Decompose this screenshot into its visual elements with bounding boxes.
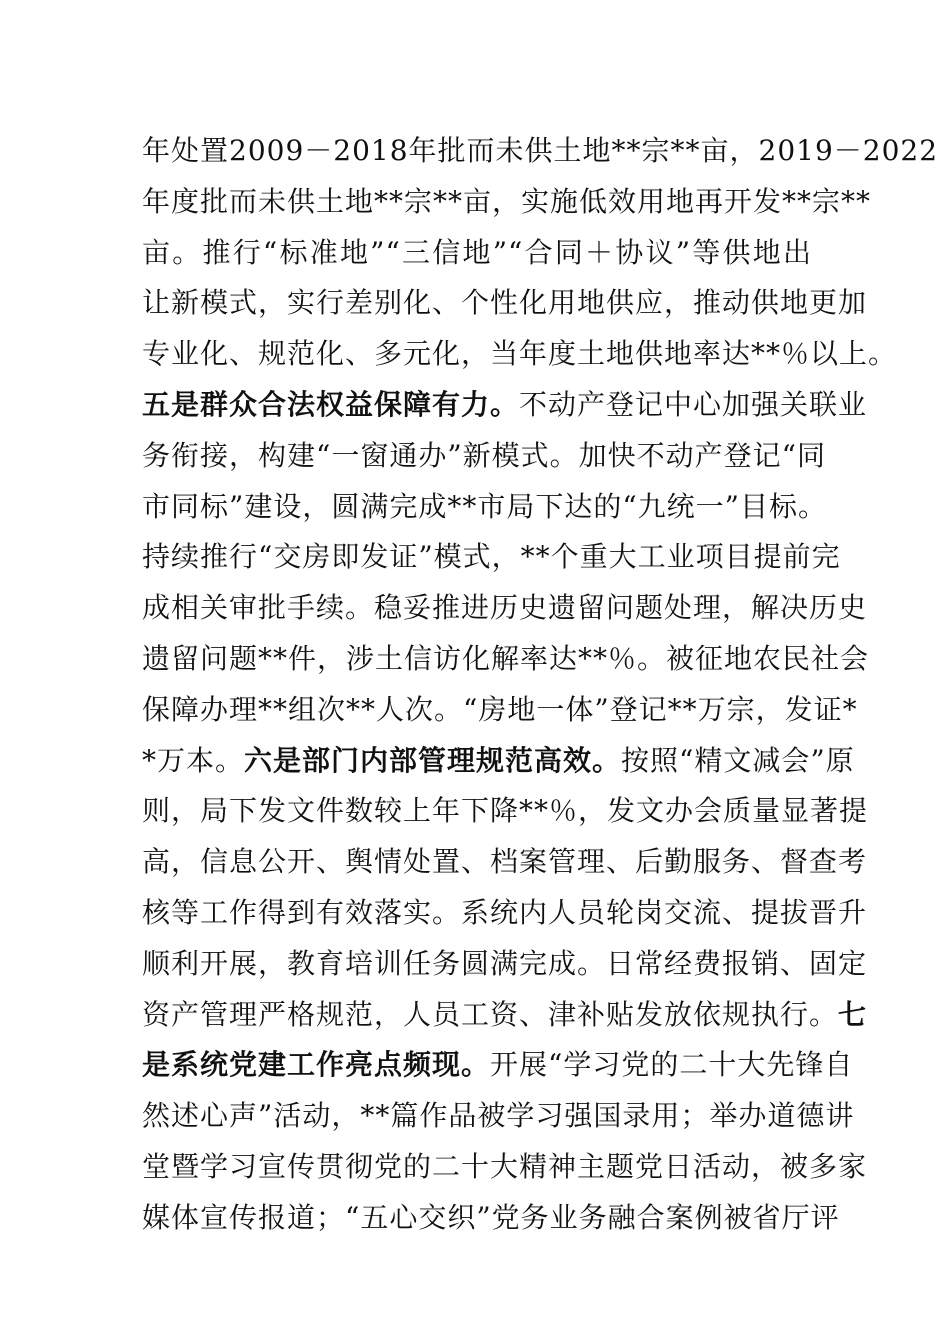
body-text	[142, 126, 939, 1244]
text-span: 开展“学习党的二十大先锋自	[490, 1048, 854, 1082]
text-line: 顺利开展，教育培训任务圆满完成。日常经费报销、固定	[142, 946, 868, 980]
text-line: 遗留问题**件，涉土信访化解率达**％。被征地农民社会	[142, 641, 870, 675]
text-line: 高，信息公开、舆情处置、档案管理、后勤服务、督查考	[142, 845, 868, 879]
section-heading-5: 五是群众合法权益保障有力。	[142, 387, 520, 421]
text-span: 不动产登记中心加强关联业	[519, 387, 868, 421]
text-line: 亩。推行“标准地”“三信地”“合同＋协议”等供地出	[142, 235, 812, 269]
section-heading-7-start: 七	[838, 997, 868, 1031]
text-line	[142, 1040, 854, 1091]
text-line	[142, 736, 855, 787]
text-line: 堂暨学习宣传贯彻党的二十大精神主题党日活动，被多家	[142, 1149, 868, 1183]
text-line: 成相关审批手续。稳妥推进历史遗留问题处理，解决历史	[142, 591, 868, 625]
text-span: *万本。	[142, 743, 245, 777]
text-line	[142, 380, 868, 431]
text-span: 资产管理严格规范，人员工资、津补贴发放依规执行。	[142, 997, 839, 1031]
text-line: 媒体宣传报道；“五心交织”党务业务融合案例被省厅评	[142, 1200, 840, 1234]
text-line: 务衔接，构建“一窗通办”新模式。加快不动产登记“同	[142, 438, 826, 472]
text-line: 让新模式，实行差别化、个性化用地供应，推动供地更加	[142, 286, 868, 320]
section-heading-7: 是系统党建工作亮点频现。	[142, 1048, 491, 1082]
text-line	[142, 990, 868, 1041]
text-line: 专业化、规范化、多元化，当年度土地供地率达**％以上。	[142, 337, 898, 371]
text-line: 保障办理**组次**人次。“房地一体”登记**万宗，发证*	[142, 692, 858, 726]
text-span: 按照“精文减会”原	[621, 743, 855, 777]
text-line: 持续推行“交房即发证”模式，**个重大工业项目提前完	[142, 540, 841, 574]
text-line: 年处置2009－2018年批而未供土地**宗**亩，2019－2022	[142, 134, 939, 167]
text-line: 然述心声”活动，**篇作品被学习强国录用；举办道德讲	[142, 1099, 855, 1133]
text-line: 年度批而未供土地**宗**亩，实施低效用地再开发**宗**	[142, 184, 872, 218]
text-line: 则，局下发文件数较上年下降**％，发文办会质量显著提	[142, 794, 869, 828]
section-heading-6: 六是部门内部管理规范高效。	[244, 743, 622, 777]
text-line: 核等工作得到有效落实。系统内人员轮岗交流、提拔晋升	[142, 895, 868, 929]
text-line: 市同标”建设，圆满完成**市局下达的“九统一”目标。	[142, 489, 827, 523]
